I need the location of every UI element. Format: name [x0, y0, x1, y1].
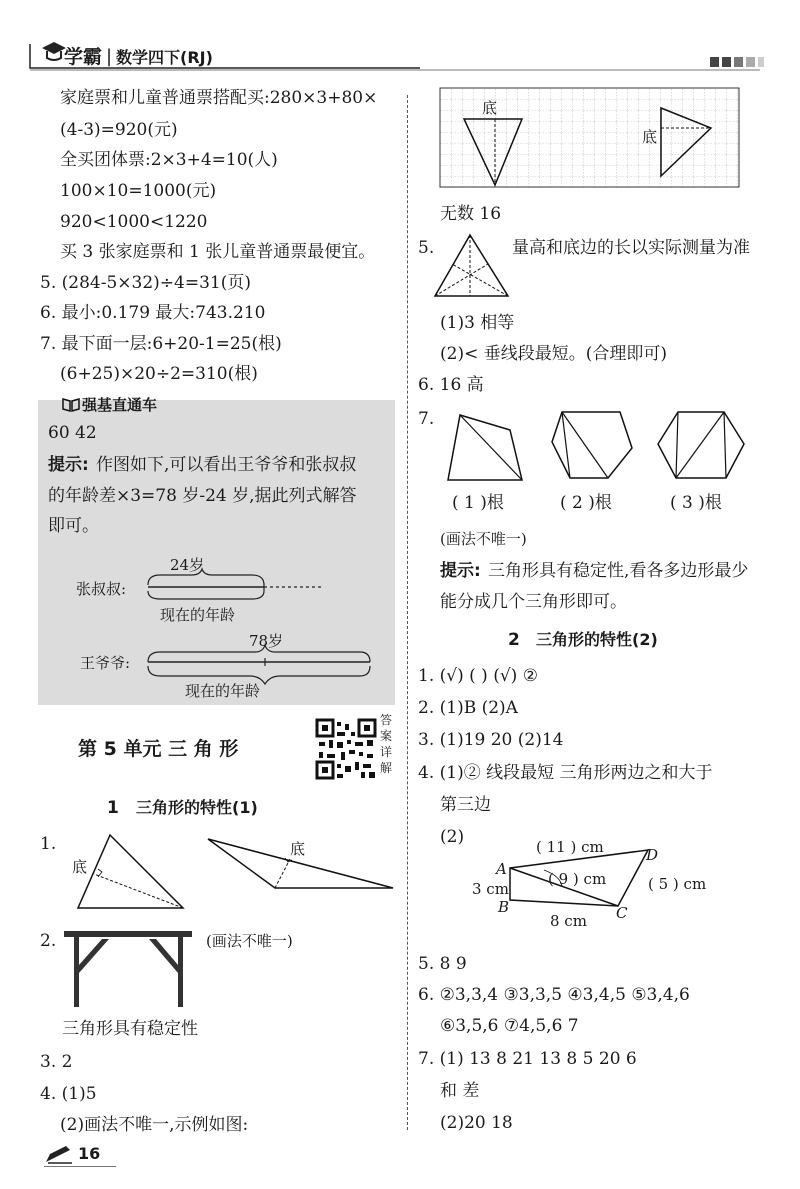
qiangji-hint-l3: 即可。	[48, 516, 99, 536]
s1-q2-note: (画法不唯一)	[206, 932, 293, 950]
wang-line-diagram	[140, 640, 370, 685]
s1-q1-label: 1.	[40, 834, 57, 854]
label-a: A	[496, 860, 507, 878]
grid-di-label-2: 底	[642, 128, 658, 146]
r-hint-l2: 能分成几个三角形即可。	[440, 592, 627, 612]
label-ab-length: 3 cm	[472, 880, 509, 898]
r-q7-count-2: ( 2 )根	[560, 493, 612, 513]
r-q7-hexagon	[656, 408, 748, 482]
s1-q2-label: 2.	[40, 931, 57, 951]
book-icon	[62, 397, 80, 413]
s1-di-label-2: 底	[290, 840, 306, 858]
s2-q5: 5. 8 9	[418, 954, 467, 974]
r-q7-note: (画法不唯一)	[440, 530, 527, 548]
grid-di-label-1: 底	[482, 99, 498, 117]
label-cd-length: ( 5 ) cm	[648, 875, 707, 893]
wang-age-label: 78岁	[249, 632, 284, 650]
r-q4c: 无数 16	[440, 204, 502, 224]
unit-title: 第 5 单元 三 角 形	[78, 738, 239, 760]
s1-di-label-1: 底	[72, 858, 88, 876]
s2-q7c: (2)20 18	[440, 1113, 513, 1133]
s2-q2: 2. (1)B (2)A	[418, 698, 518, 718]
r-q6: 6. 16 高	[418, 375, 484, 395]
s2-q6b: ⑥3,5,6 ⑦4,5,6 7	[440, 1016, 579, 1036]
section2-title: 三角形的特性(2)	[536, 630, 658, 649]
left-q7b: (6+25)×20÷2=310(根)	[60, 364, 258, 384]
wang-label: 王爷爷:	[80, 654, 131, 672]
r-q5-text: 量高和底边的长以实际测量为准	[512, 238, 750, 258]
r-hint-label: 提示:	[440, 561, 481, 581]
r-q5-label: 5.	[418, 238, 435, 258]
header-separator: |	[106, 46, 113, 67]
s1-q3: 3. 2	[40, 1052, 73, 1072]
qr-code-icon	[315, 718, 377, 780]
label-d: D	[646, 846, 659, 864]
zhang-line-diagram	[140, 565, 325, 605]
s2-q4c: (2)	[440, 827, 465, 847]
r-q7-pentagon	[550, 408, 634, 480]
wang-now-label: 现在的年龄	[185, 682, 261, 700]
s1-q4b: (2)画法不唯一,示例如图:	[60, 1115, 249, 1135]
qr-caption: 答案详解	[380, 713, 393, 775]
r-q7-quadrilateral	[445, 410, 525, 485]
s2-q4a: 4. (1)② 线段最短 三角形两边之和大于	[418, 763, 713, 783]
r-q5-1: (1)3 相等	[440, 313, 515, 333]
left-line-4: 100×10=1000(元)	[60, 181, 217, 201]
s1-q2-answer: 三角形具有稳定性	[62, 1019, 198, 1039]
s2-q3: 3. (1)19 20 (2)14	[418, 730, 564, 750]
left-q7a: 7. 最下面一层:6+20-1=25(根)	[40, 334, 282, 354]
r-q5-2: (2)< 垂线段最短。(合理即可)	[440, 344, 667, 364]
section1-number: 1	[107, 798, 119, 818]
s2-q1: 1. (√) ( ) (√) ②	[418, 666, 538, 686]
zhang-now-label: 现在的年龄	[160, 606, 236, 624]
s1-q4a: 4. (1)5	[40, 1084, 97, 1104]
s2-q6a: 6. ②3,3,4 ③3,3,5 ④3,4,5 ⑤3,4,6	[418, 985, 690, 1005]
qiangji-title: 强基直通车	[82, 396, 158, 414]
s1-table-drawing	[62, 925, 202, 1010]
section1-title: 三角形的特性(1)	[136, 798, 258, 817]
r-q5-triangle	[432, 232, 512, 300]
pencil-icon	[44, 1144, 74, 1164]
column-divider	[407, 95, 408, 1130]
r-q7-count-3: ( 3 )根	[670, 493, 722, 513]
r-q7-label: 7.	[418, 409, 435, 429]
zhang-label: 张叔叔:	[76, 580, 127, 598]
qiangji-answer: 60 42	[48, 423, 97, 443]
r-hint-l1: 三角形具有稳定性,看各多边形最少	[488, 561, 749, 581]
qiangji-hint-l1: 作图如下,可以看出王爷爷和张叔叔	[96, 455, 357, 475]
header-subject: 数学四下(RJ)	[116, 48, 213, 67]
s2-q4b: 第三边	[440, 795, 491, 815]
zhang-age-label: 24岁	[170, 556, 205, 574]
label-ad-length: ( 11 ) cm	[536, 838, 604, 856]
left-line-3: 全买团体票:2×3+4=10(人)	[60, 150, 278, 170]
left-line-5: 920<1000<1220	[60, 212, 208, 232]
label-bc-length: 8 cm	[550, 912, 587, 930]
left-q6: 6. 最小:0.179 最大:743.210	[40, 303, 266, 323]
qiangji-hint-l2: 的年龄差×3=78 岁-24 岁,据此列式解答	[48, 486, 357, 506]
s2-q7b: 和 差	[440, 1081, 480, 1101]
section2-number: 2	[508, 630, 520, 650]
brand-logo: 学霸	[64, 46, 103, 68]
label-c: C	[616, 904, 628, 922]
r-q7-count-1: ( 1 )根	[452, 493, 504, 513]
left-line-6: 买 3 张家庭票和 1 张儿童普通票最便宜。	[60, 242, 376, 262]
left-line-1: 家庭票和儿童普通票搭配买:280×3+80×	[60, 88, 378, 108]
s2-q7a: 7. (1) 13 8 21 13 8 5 20 6	[418, 1049, 637, 1069]
qiangji-hint-label: 提示:	[48, 455, 89, 475]
left-q5: 5. (284-5×32)÷4=31(页)	[40, 273, 251, 293]
s1-triangle-1	[70, 832, 190, 912]
progress-blocks	[710, 57, 764, 67]
label-b: B	[498, 898, 510, 916]
left-line-2: (4-3)=920(元)	[60, 120, 178, 140]
label-ac-length: ( 9 ) cm	[548, 870, 607, 888]
footer-rule	[44, 1166, 116, 1167]
page-number: 16	[78, 1144, 101, 1163]
